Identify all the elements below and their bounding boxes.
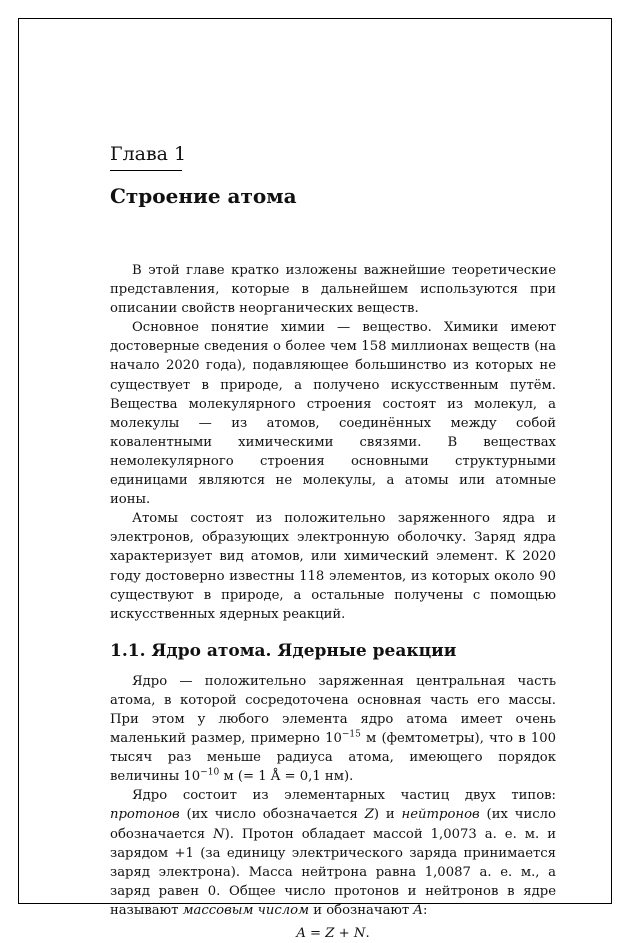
term-mass-number: массовым числом bbox=[182, 902, 310, 918]
exponent: −10 bbox=[200, 767, 220, 778]
section-title: 1.1. Ядро атома. Ядерные реакции bbox=[110, 640, 457, 661]
intro-paragraph-2: Основное понятие химии — вещество. Химики имеют достоверные сведения о более чем 158 миллионах веществ (на начало 2020 года), подавляющее большинство из которых не существует в природе, а получено искусственным путём. Вещества молекулярного строения состоят из молекул, а молекулы — из атомов, соединённых между собой ковалентными химическими связями. В веществах немолекулярного строения основными структурными единицами являются не молекулы, а атомы или атомные ионы. bbox=[110, 320, 556, 508]
formula-n: N bbox=[353, 926, 366, 941]
chapter-label: Глава 1 bbox=[110, 143, 187, 165]
exponent: −15 bbox=[341, 729, 361, 740]
variable-n: N bbox=[213, 826, 225, 842]
chapter-underline bbox=[110, 170, 182, 171]
chapter-title: Строение атома bbox=[110, 184, 297, 208]
text-run: и обозначают bbox=[309, 902, 414, 918]
variable-z: Z bbox=[364, 807, 374, 823]
term-protons: протонов bbox=[110, 807, 180, 823]
section-paragraph-1 bbox=[110, 672, 556, 787]
intro-paragraph-3: Атомы состоят из положительно заряженного ядра и электронов, образующих электронную оболочку. Заряд ядра характеризует вид атомов, или химический элемент. К 2020 году достоверно известны 118 элементов, из которых около 90 существуют в природе, а остальные получены с помощью искусственных ядерных реакций. bbox=[110, 511, 556, 622]
text-run: ). Протон обладает массой 1,0073 а. е. м. и зарядом +1 (за единицу электрического заряда принимается заряд электрона). Масса нейтрона равна 1,0087 а. е. м., а заряд равен 0. Общее число протонов и нейтронов в ядре называют bbox=[110, 826, 556, 918]
formula-a: A bbox=[296, 926, 306, 941]
mass-number-formula bbox=[110, 924, 556, 943]
intro-text bbox=[110, 261, 556, 624]
text-run: Ядро — положительно заряженная центральная часть атома, в которой сосредоточена основная часть его массы. При этом у любого элемента ядро атома имеет очень маленький размер, примерно 10 bbox=[110, 673, 556, 747]
variable-a: A bbox=[413, 902, 423, 918]
text-run: ) и bbox=[373, 807, 402, 823]
formula-equals: = bbox=[305, 926, 326, 941]
text-run: м (= 1 Å = 0,1 нм). bbox=[219, 769, 354, 785]
formula-period: . bbox=[365, 926, 370, 941]
formula-plus: + bbox=[334, 926, 354, 941]
section-paragraph-2 bbox=[110, 786, 556, 920]
text-run: (их число обозначается bbox=[110, 807, 556, 842]
text-run: Ядро состоит из элементарных частиц двух типов: bbox=[132, 788, 556, 804]
text-run: : bbox=[422, 902, 428, 918]
text-run: м (фемтометры), что в 100 тысяч раз меньше радиуса атома, имеющего порядок величины 10 bbox=[110, 731, 556, 785]
page-content bbox=[110, 142, 556, 943]
term-neutrons: нейтронов bbox=[401, 807, 480, 823]
intro-paragraph-1: В этой главе кратко изложены важнейшие теоретические представления, которые в дальнейшем используются при описании свойств неорганических веществ. bbox=[110, 263, 556, 317]
formula-z: Z bbox=[325, 926, 335, 941]
text-run: (их число обозначается bbox=[179, 807, 365, 823]
